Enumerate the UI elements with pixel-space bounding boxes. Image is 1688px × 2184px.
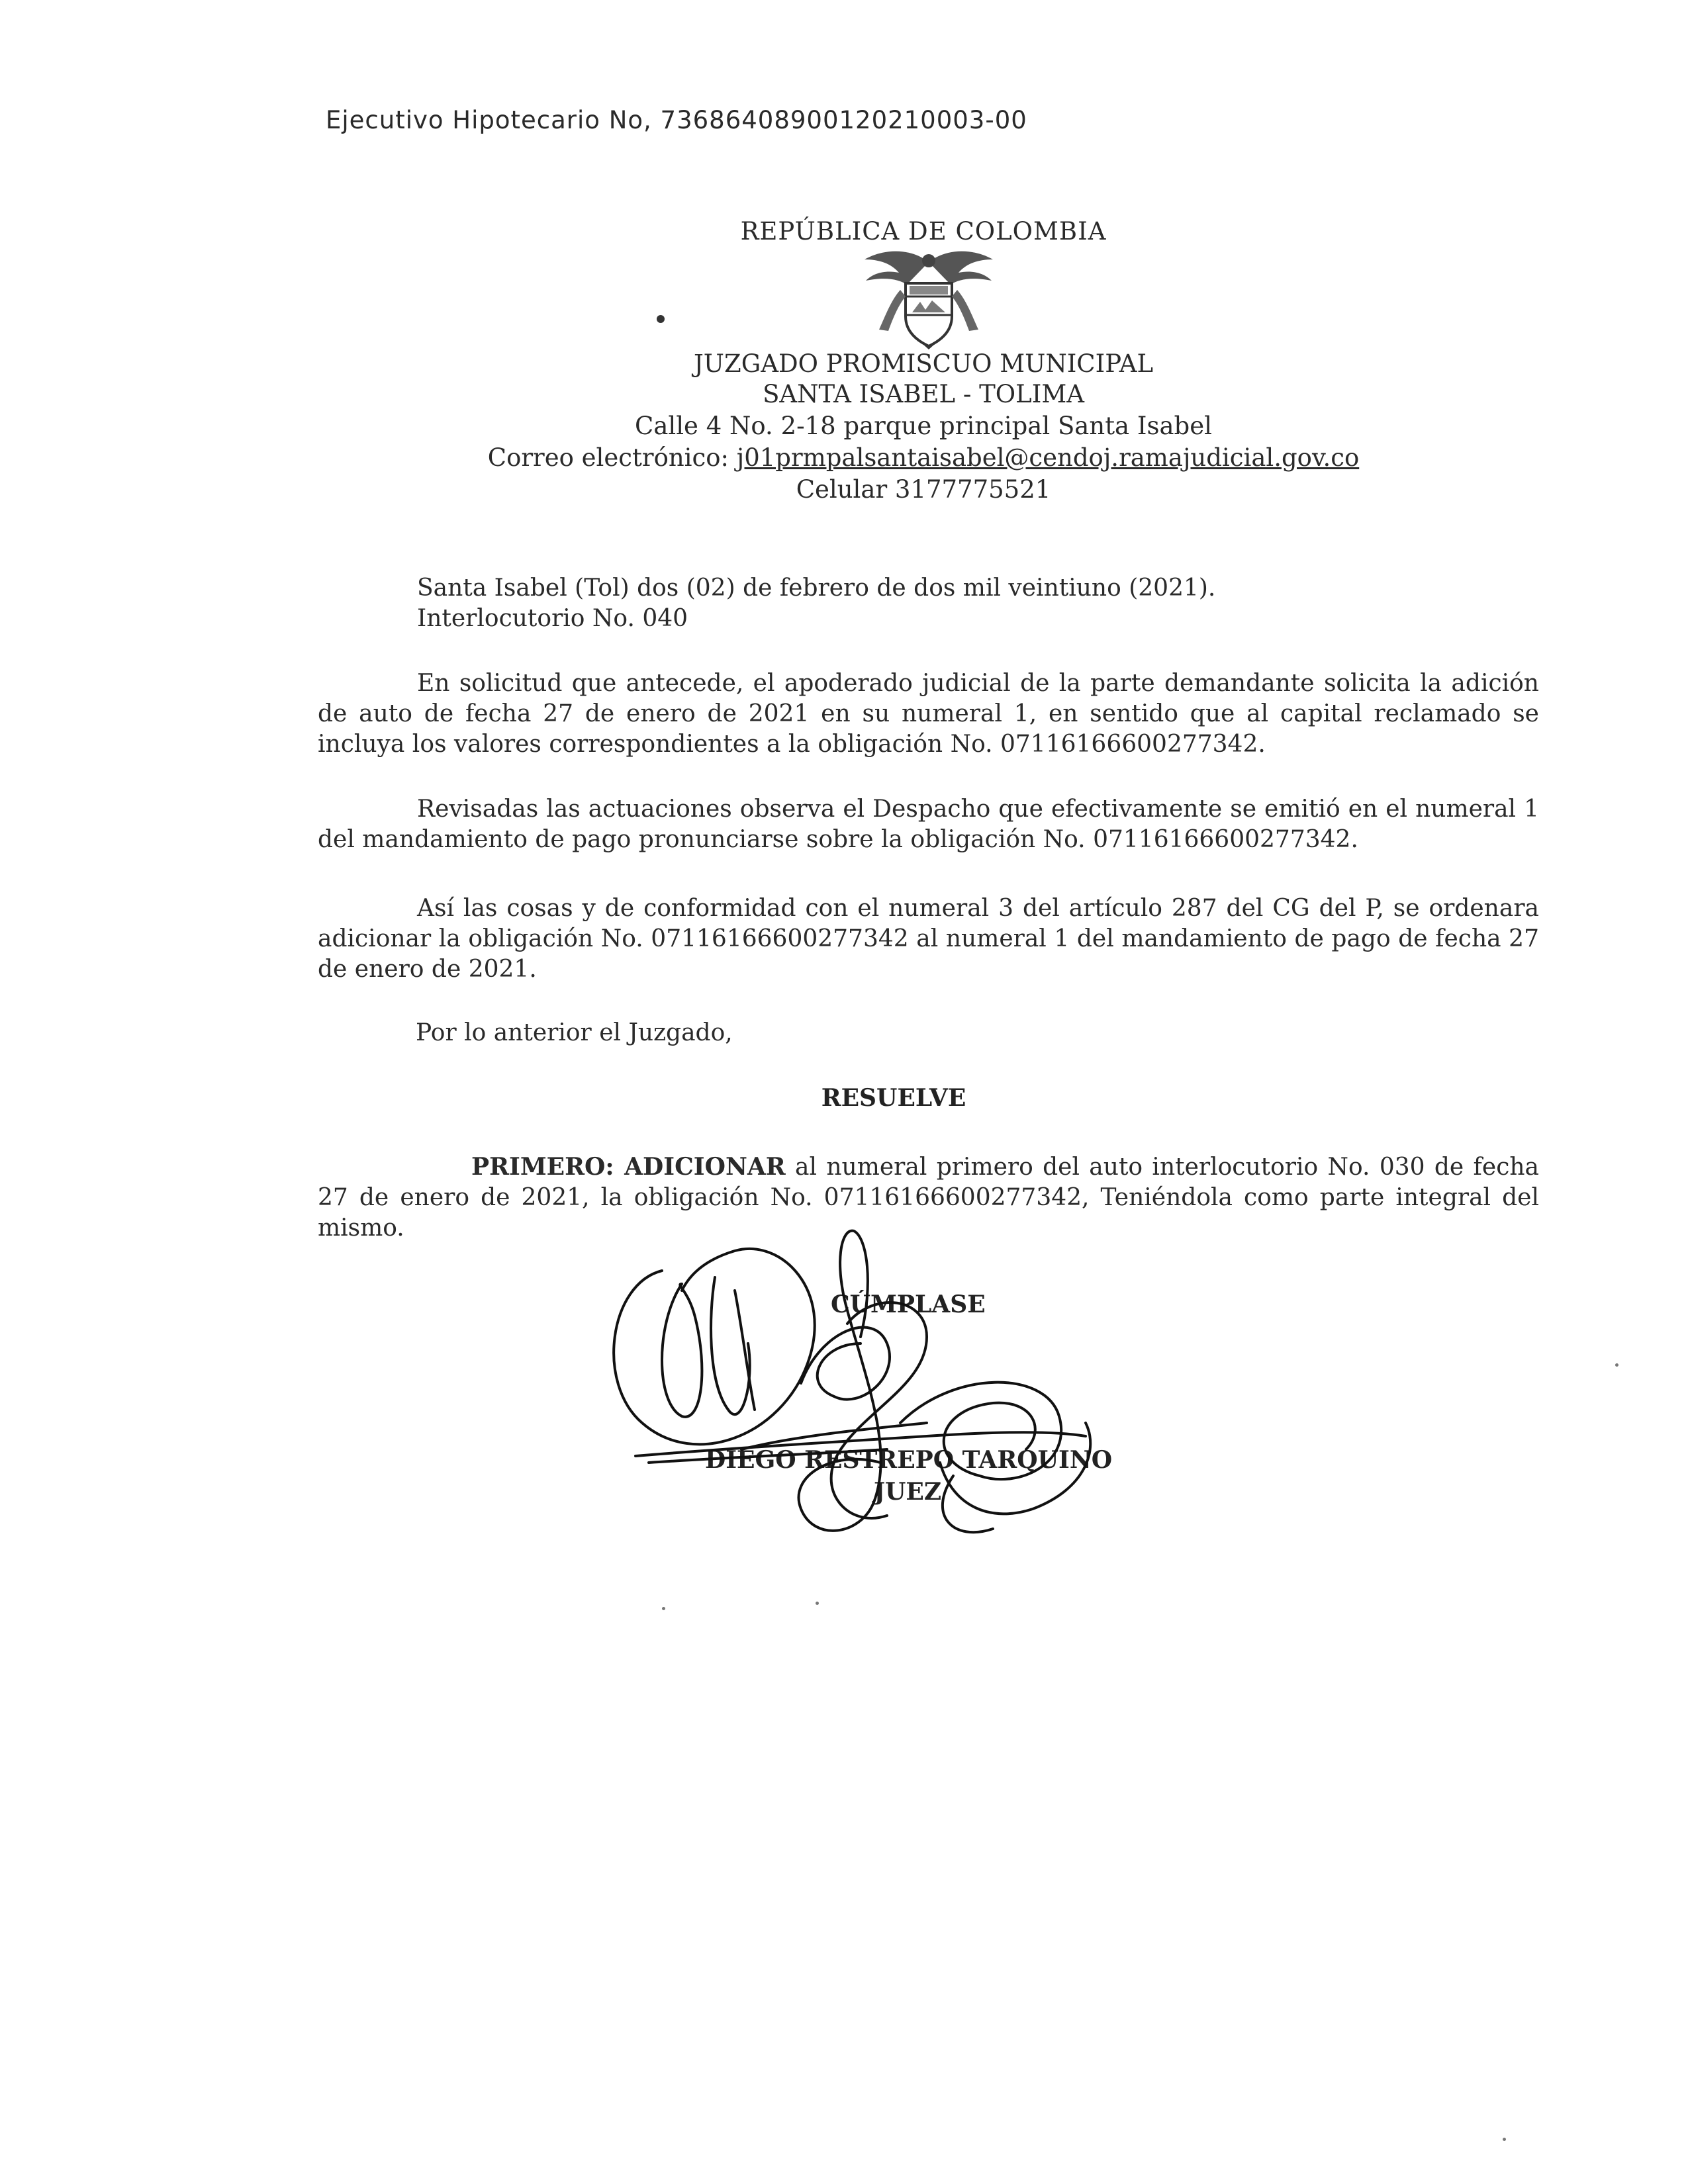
interlocutorio-number: Interlocutorio No. 040 <box>417 605 688 632</box>
court-name: JUZGADO PROMISCUO MUNICIPAL <box>693 349 1154 378</box>
colombia-coat-of-arms-icon <box>859 244 998 349</box>
country-heading: REPÚBLICA DE COLOMBIA <box>740 217 1107 246</box>
scan-speck <box>1615 1363 1618 1367</box>
court-location: SANTA ISABEL - TOLIMA <box>763 380 1084 408</box>
email-link[interactable]: j01prmpalsantaisabel@cendoj.ramajudicial.gov.co <box>736 443 1360 472</box>
stray-dot <box>657 315 665 323</box>
handwritten-signature-icon <box>583 1211 1178 1555</box>
paragraph-revisadas: Revisadas las actuaciones observa el Despacho que efectivamente se emitió en el numeral 1 del mandamiento de pago pronunciarse sobre la obligación No. 07116166600277342. <box>318 796 1539 853</box>
judge-title: JUEZ <box>874 1478 942 1506</box>
cumplase-closing: CÚMPLASE <box>831 1291 986 1318</box>
scan-speck <box>1503 2138 1506 2141</box>
resuelve-heading: RESUELVE <box>821 1084 966 1112</box>
primero-label: PRIMERO: ADICIONAR <box>471 1153 786 1181</box>
primero-text: al numeral primero del auto interlocutorio No. 030 de fecha 27 de enero de 2021, la obligación No. 07116166600277342, Teniéndola como parte integral del mismo. <box>318 1154 1540 1242</box>
paragraph-solicitud: En solicitud que antecede, el apoderado judicial de la parte demandante solicita la adición de auto de fecha 27 de enero de 2021 en su numeral 1, en sentido que al capital reclamado se incluya los valores correspondientes a la obligación No. 07116166600277342. <box>318 670 1539 758</box>
scan-speck <box>816 1602 819 1605</box>
scan-speck <box>662 1607 665 1610</box>
email-line <box>0 443 1688 472</box>
judge-name: DIEGO RESTREPO TARQUINO <box>705 1446 1113 1474</box>
court-address: Calle 4 No. 2-18 parque principal Santa Isabel <box>635 412 1212 440</box>
paragraph-asi-las-cosas: Así las cosas y de conformidad con el numeral 3 del artículo 287 del CG del P, se ordenara adicionar la obligación No. 07116166600277342 al numeral 1 del mandamiento de pago de fecha 27 de enero de 2021. <box>318 895 1539 983</box>
case-reference: Ejecutivo Hipotecario No, 73686408900120210003-00 <box>326 106 1027 134</box>
email-label: Correo electrónico: <box>487 443 737 472</box>
phone-number: Celular 3177775521 <box>796 475 1051 504</box>
paragraph-por-lo-anterior: Por lo anterior el Juzgado, <box>416 1019 733 1046</box>
date-line: Santa Isabel (Tol) dos (02) de febrero de dos mil veintiuno (2021). <box>417 574 1216 602</box>
